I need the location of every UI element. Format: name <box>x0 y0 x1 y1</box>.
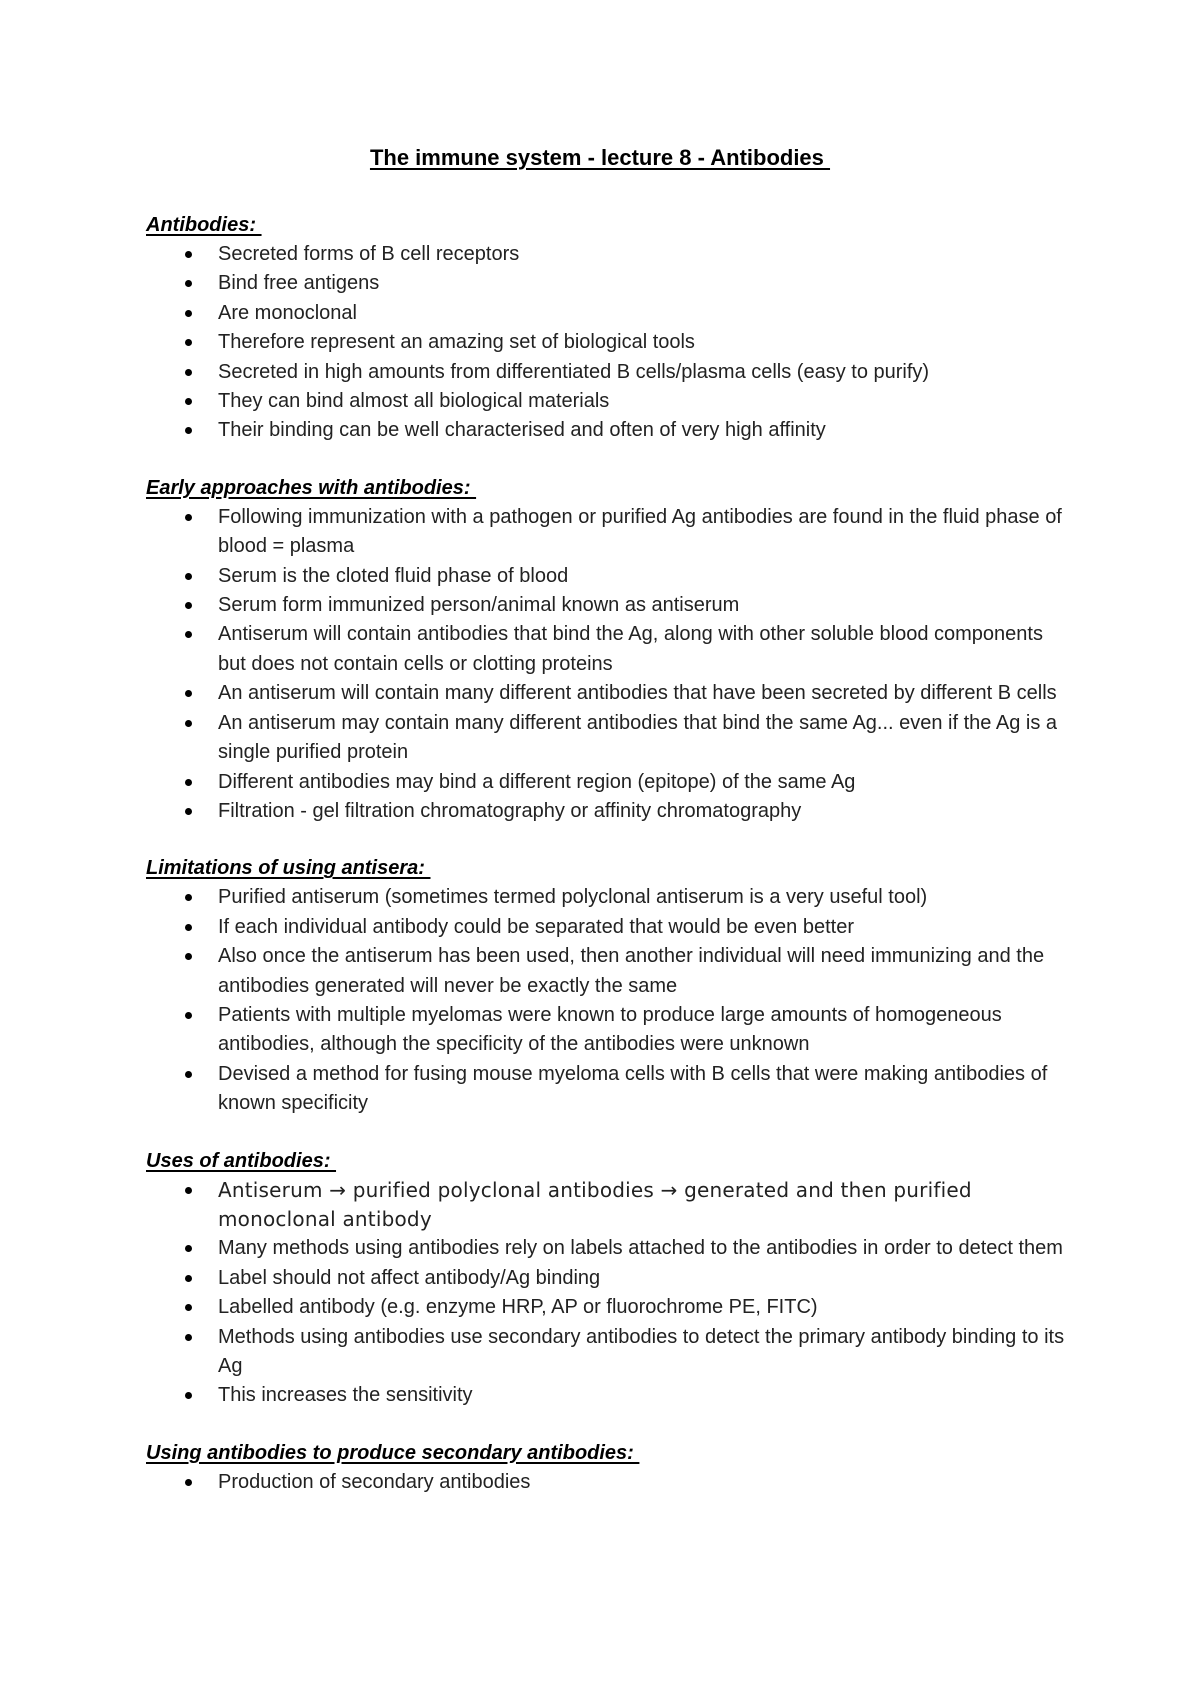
bullet-icon <box>185 251 192 258</box>
list-item-text: Bind free antigens <box>218 272 380 295</box>
list-item-text: Antiserum → purified polyclonal antibodies → generated and then purified monoclonal antibody <box>218 1177 972 1231</box>
list-item <box>146 387 1066 416</box>
bullet-icon <box>185 1479 192 1486</box>
list-item-text: Secreted forms of B cell receptors <box>218 243 520 265</box>
list-item-text: Many methods using antibodies rely on labels attached to the antibodies in order to detect them <box>218 1237 1063 1260</box>
list-item <box>146 797 1066 826</box>
bullet-icon <box>185 1012 192 1019</box>
list-item <box>146 883 1066 912</box>
document-body <box>146 211 1066 1525</box>
bullet-icon <box>185 602 192 609</box>
section-heading: Early approaches with antibodies: <box>146 476 477 499</box>
list-item-text: Serum is the cloted fluid phase of blood <box>218 564 569 587</box>
list-item-text: Also once the antiserum has been used, then another individual will need immunizing and the antibodies generated will never be exactly the same <box>218 945 1045 997</box>
list-item <box>146 768 1066 797</box>
bullet-icon <box>185 1187 192 1194</box>
bullet-icon <box>185 1392 192 1399</box>
list-item <box>146 240 1066 269</box>
list-item-text: An antiserum will contain many different antibodies that have been secreted by different B cells <box>218 682 1057 705</box>
list-item <box>146 1381 1066 1410</box>
list-item <box>146 1001 1066 1060</box>
bullet-icon <box>185 924 192 931</box>
section-heading: Uses of antibodies: <box>146 1149 337 1172</box>
list-item <box>146 942 1066 1001</box>
list-item-text: Their binding can be well characterised and often of very high affinity <box>218 419 826 442</box>
section-uses <box>146 1147 1066 1411</box>
list-item <box>146 679 1066 708</box>
list-item <box>146 1468 1066 1497</box>
list-item <box>146 620 1066 679</box>
list-item <box>146 1234 1066 1263</box>
list-item <box>146 269 1066 298</box>
bullet-icon <box>185 1334 192 1341</box>
list-item-text: Patients with multiple myelomas were known to produce large amounts of homogeneous antibodies, although the specificity of the antibodies were unknown <box>218 1003 1002 1056</box>
section-heading: Limitations of using antisera: <box>146 857 431 880</box>
list-item <box>146 591 1066 620</box>
list-item-text: Secreted in high amounts from differentiated B cells/plasma cells (easy to purify) <box>218 360 930 383</box>
bullet-icon <box>185 631 192 638</box>
bullet-icon <box>185 280 192 287</box>
list-item-text: Labelled antibody (e.g. enzyme HRP, AP or fluorochrome PE, FITC) <box>218 1296 818 1319</box>
section-antibodies <box>146 211 1066 446</box>
list-item-text: Production of secondary antibodies <box>218 1470 531 1493</box>
list-item <box>146 299 1066 328</box>
bullet-icon <box>185 953 192 960</box>
bullet-icon <box>185 427 192 434</box>
bullet-icon <box>185 779 192 786</box>
bullet-icon <box>185 1275 192 1282</box>
list-item <box>146 1176 1066 1235</box>
list-item-text: They can bind almost all biological materials <box>218 390 610 413</box>
section-secondary-antibodies <box>146 1439 1066 1497</box>
bullet-icon <box>185 369 192 376</box>
list-item-text: Serum form immunized person/animal known as antiserum <box>218 594 740 617</box>
list-item-text: Are monoclonal <box>218 301 357 324</box>
list-item <box>146 503 1066 562</box>
list-item <box>146 1293 1066 1322</box>
section-limitations <box>146 854 1066 1118</box>
bullet-list <box>146 240 1066 446</box>
list-item <box>146 1060 1066 1119</box>
list-item-text: An antiserum may contain many different antibodies that bind the same Ag... even if the Ag is a single purified protein <box>218 711 1058 764</box>
bullet-icon <box>185 1245 192 1252</box>
list-item <box>146 913 1066 942</box>
bullet-icon <box>185 690 192 697</box>
bullet-icon <box>185 1071 192 1078</box>
list-item-text: Purified antiserum (sometimes termed polyclonal antiserum is a very useful tool) <box>218 886 928 909</box>
bullet-list <box>146 1176 1066 1411</box>
list-item-text: Different antibodies may bind a different region (epitope) of the same Ag <box>218 770 856 793</box>
list-item <box>146 328 1066 357</box>
list-item <box>146 358 1066 387</box>
section-early-approaches <box>146 474 1066 826</box>
bullet-icon <box>185 720 192 727</box>
bullet-icon <box>185 398 192 405</box>
section-heading: Using antibodies to produce secondary antibodies: <box>146 1441 640 1464</box>
bullet-icon <box>185 808 192 815</box>
bullet-icon <box>185 339 192 346</box>
bullet-icon <box>185 514 192 521</box>
section-heading: Antibodies: <box>146 214 262 236</box>
list-item-text: Following immunization with a pathogen or purified Ag antibodies are found in the fluid phase of blood = plasma <box>218 505 1062 558</box>
list-item-text: Antiserum will contain antibodies that bind the Ag, along with other soluble blood components but does not contain cells or clotting proteins <box>218 623 1043 675</box>
list-item <box>146 1264 1066 1293</box>
list-item <box>146 709 1066 768</box>
document-title: The immune system - lecture 8 - Antibodies <box>369 145 831 170</box>
bullet-icon <box>185 310 192 317</box>
bullet-list <box>146 883 1066 1118</box>
list-item-text: Label should not affect antibody/Ag binding <box>218 1266 601 1289</box>
list-item-text: Methods using antibodies use secondary antibodies to detect the primary antibody binding to its Ag <box>218 1325 1065 1377</box>
list-item <box>146 562 1066 591</box>
list-item <box>146 1323 1066 1382</box>
bullet-icon <box>185 573 192 580</box>
bullet-list <box>146 1468 1066 1497</box>
list-item-text: Therefore represent an amazing set of biological tools <box>218 331 695 354</box>
bullet-icon <box>185 894 192 901</box>
bullet-icon <box>185 1304 192 1311</box>
list-item-text: This increases the sensitivity <box>218 1384 473 1407</box>
bullet-list <box>146 503 1066 826</box>
list-item-text: Filtration - gel filtration chromatography or affinity chromatography <box>218 799 802 822</box>
list-item <box>146 416 1066 445</box>
list-item-text: If each individual antibody could be separated that would be even better <box>218 915 854 938</box>
list-item-text: Devised a method for fusing mouse myeloma cells with B cells that were making antibodies of known specificity <box>218 1062 1048 1115</box>
